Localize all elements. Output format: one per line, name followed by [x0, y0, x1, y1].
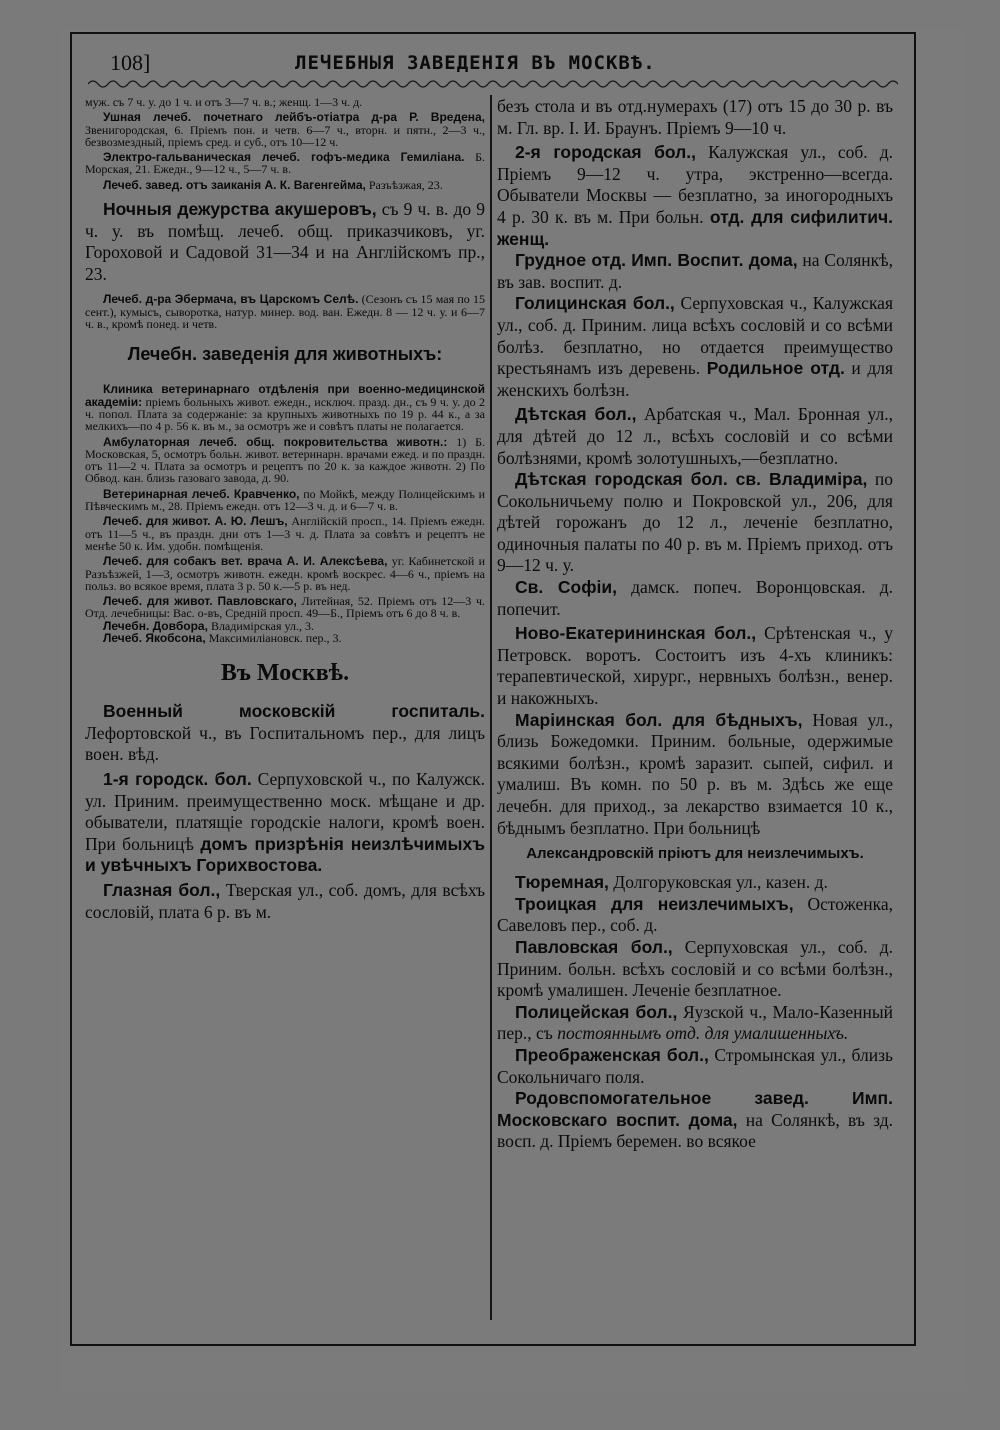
entry-name: Электро-гальваническая лечеб. гофъ-медика Гемиліана.	[103, 150, 465, 165]
entry-name: Преображенская бол.,	[515, 1044, 709, 1065]
entry-name: Родовспомогательное завед. Имп. Московскаго воспит. дома,	[497, 1088, 893, 1130]
entry-military-hospital: Военный московскій госпиталь. Лефортовской ч., въ Госпитальномъ пер., для лицъ воен. вѣд.	[85, 701, 485, 765]
left-column	[85, 96, 485, 923]
entry-first-city-hospital: 1-я городск. бол. Серпуховской ч., по Калужск. ул. Приним. преимущественно моск. мѣщане и др. обыватели, платящіе городскіе налоги, кромѣ воен. При больницѣ домъ призрѣнія неизлѣчимыхъ и увѣчныхъ Горихвостова.	[85, 769, 485, 876]
entry-name: Военный московскій госпиталь.	[103, 701, 485, 722]
entry-prison: Тюремная, Долгоруковская ул., казен. д.	[515, 872, 828, 893]
entry-jacobson: Лечеб. Якобсона, Максимиліановск. пер., 3.	[103, 630, 342, 645]
entry-text: муж. съ 7 ч. у. до 1 ч. и отъ 3—7 ч. в.; женщ. 1—3 ч. д.	[85, 95, 363, 109]
entry-name: Клиника ветеринарнаго отдѣленія при военно-медицинской академіи:	[85, 382, 485, 409]
entry-stutter-clinic: Лечеб. завед. отъ заиканія А. К. Вагенгейма, Разъѣзжая, 23.	[103, 177, 443, 192]
entry-breast-dept: Грудное отд. Имп. Воспит. дома, на Солянкѣ, въ зав. воспит. д.	[497, 250, 893, 292]
entry-preobrazhensk: Преображенская бол., Стромынская ул., близь Сокольничаго поля.	[497, 1044, 894, 1087]
entry-name: Полицейская бол.,	[515, 1001, 678, 1022]
entry-name: Грудное отд. Имп. Воспит. дома,	[515, 250, 798, 271]
entry-name: Ночныя дежурства акушеровъ,	[103, 199, 377, 220]
entry-name: Голицинская бол.,	[515, 293, 675, 314]
entry-vet-clinic: Клиника ветеринарнаго отдѣленія при военно-медицинской академіи: пріемъ больныхъ живот. ежедн., исключ. празд. дн., съ 9 ч. у. до 2 ч. попол. Плата за содержаніе: за крупныхъ животныхъ по 19 р. 44 к., а за мелкихъ—по 4 р. 56 к. въ м., за осмотръ же и совѣтъ платы не полагается.	[85, 382, 485, 434]
entry-name: Павловская бол.,	[515, 936, 673, 957]
entry-eye-hospital: Глазная бол., Тверская ул., соб. домъ, для всѣхъ сословій, плата 6 р. въ м.	[85, 880, 485, 922]
running-title: ЛЕЧЕБНЫЯ ЗАВЕДЕНІЯ ВЪ МОСКВѢ.	[295, 52, 656, 74]
entry-st-sophia: Св. Софіи, дамск. попеч. Воронцовская. д. попечит.	[497, 577, 893, 619]
entry-name: Ново-Екатерининская бол.,	[515, 623, 757, 644]
section-heading-moscow: Въ Москвѣ.	[220, 660, 350, 687]
entry-ebermach: Лечеб. д-ра Эбермача, въ Царскомъ Селѣ. (Сезонъ съ 15 мая по 15 сент.), кумысъ, сыворотка, натур. минер. вод. ван. Ежедн. 8 — 12 ч. у. и 6—7 ч. в., кромѣ понед. и четв.	[85, 292, 486, 332]
entry-dovbor: Лечебн. Довбора, Владимірская ул., 3.	[103, 618, 314, 633]
entry-name: Лечебн. Довбора,	[103, 618, 208, 633]
entry-name: Тюремная,	[515, 872, 609, 893]
page-number: 108]	[110, 50, 151, 75]
entry-children-hospital: Дѣтская бол., Арбатская ч., Мал. Бронная ул., для дѣтей до 12 л., всѣхъ сословій и со всѣми болѣзнями, кромѣ золотушныхъ,—безплатно.	[497, 404, 893, 468]
entry-night-duty: Ночныя дежурства акушеровъ, съ 9 ч. в. до 9 ч. у. въ помѣщ. лечеб. общ. приказчиковъ, уг. Гороховой и Садовой 31—34 и на Англійскомъ пр., 23.	[85, 199, 485, 284]
column-divider	[490, 95, 492, 1320]
entry-name: Дѣтская городская бол. св. Владиміра,	[515, 469, 868, 490]
entry-mariinsk: Маріинская бол. для бѣдныхъ, Новая ул., близь Божедомки. Приним. больные, одержимые всякими болѣзн., кромѣ заразит. сыпей, сифил. и умалиш. Въ комн. по 50 р. въ м. Здѣсь же еще лечебн. для приход., за лекарство взимается 10 к., бѣднымъ безплатно. При больницѣ	[497, 709, 893, 838]
entry-golitsyn: Голицинская бол., Серпуховская ч., Калужская ул., соб. д. Приним. лица всѣхъ сословій и со всѣми болѣз. безплатно, но отдается преимущество крестьянамъ изъ деревень. Родильное отд. и для женскихъ болѣзн.	[497, 293, 894, 400]
entry-name: Лечеб. завед. отъ заиканія А. К. Вагенгейма,	[103, 177, 366, 192]
entry-ear-clinic: Ушная лечеб. почетнаго лейбъ-отіатра д-ра Р. Вредена, Звенигородская, 6. Пріемъ пон. и четв. 6—7 ч., вторн. и пятн., 2—3 ч., безвозмездный, пріемъ сред. и суб., отъ 10—12 ч.	[85, 110, 485, 149]
entry-name: Лечеб. Якобсона,	[103, 630, 206, 645]
entry-lesh: Лечеб. для живот. А. Ю. Лешъ, Англійскій просп., 14. Пріемъ ежедн. отъ 11—5 ч., въ праздн. дни отъ 1—3 ч. д. Плата за совѣтъ и рецептъ не менѣе 50 к. Им. удобн. помѣщенія.	[85, 514, 486, 553]
entry-pavlovsky: Лечеб. для живот. Павловскаго, Литейная, 52. Пріемъ отъ 12—3 ч. Отд. лечебницы: Вас. о-въ, Средній просп. 49—Б., Пріемъ отъ 6 до 8 ч. в.	[85, 594, 485, 621]
entry-name: Ветеринарная лечеб. Кравченко,	[103, 486, 300, 501]
entry-maternity: Родовспомогательное завед. Имп. Московскаго воспит. дома, на Солянкѣ, въ зд. восп. д. Пріемъ беремен. во всякое	[497, 1088, 893, 1152]
right-column	[497, 96, 893, 1153]
entry-text: безъ стола и въ отд.нумерахъ (17) отъ 15 до 30 р. въ м. Гл. вр. I. И. Браунъ. Пріемъ 9—10 ч.	[497, 96, 893, 138]
entry-name: Троицкая для неизлечимыхъ,	[515, 893, 794, 914]
entry-electro-clinic: Электро-гальваническая лечеб. гофъ-медика Гемиліана. Б. Морская, 21. Ежедн., 9—12 ч., 5—7 ч. в.	[85, 150, 485, 177]
entry-name: Дѣтская бол.,	[515, 404, 637, 425]
entry-name: Маріинская бол. для бѣдныхъ,	[515, 709, 803, 730]
section-heading-priyut: Александровскій пріютъ для неизлечимыхъ.	[526, 845, 864, 863]
entry-alekseev: Лечеб. для собакъ вет. врача А. И. Алексѣева, уг. Кабинетской и Разъѣзжей, 1—3, осмотръ животн. ежедн. кромѣ воскрес. 4—6 ч., пріемъ на польз. во всякое время, плата 3 р. 50 к.—5 р. въ нед.	[85, 554, 486, 593]
entry-name: Лечеб. для живот. Павловскаго,	[103, 594, 297, 609]
page-header	[110, 50, 900, 80]
entry-novo-ekaterininsk: Ново-Екатерининская бол., Срѣтенская ч., у Петровск. воротъ. Состоитъ изъ 4-хъ клиникъ: терапевтической, хирург., нервныхъ болѣзн., венер. и накожныхъ.	[497, 623, 894, 709]
entry-second-city-hospital: 2-я городская бол., Калужская ул., соб. д. Пріемъ 9—12 ч. утра, экстренно—всегда. Обыватели Москвы — безплатно, за иногородныхъ 4 р. 30 к. въ м. При больн. отд. для сифилитич. женщ.	[497, 142, 894, 249]
entry-police-hospital: Полицейская бол., Яузской ч., Мало-Казенный пер., съ постояннымъ отд. для умалишенныхъ.	[497, 1001, 893, 1044]
entry-name: Лечеб. для собакъ вет. врача А. И. Алексѣева,	[103, 554, 388, 569]
entry-pavlovsk-hospital: Павловская бол., Серпуховская ул., соб. д. Приним. больн. всѣхъ сословій и со всѣми болѣзн., кромѣ умалишен. Леченіе безплатное.	[497, 936, 893, 1001]
entry-name: Св. Софіи,	[515, 577, 618, 598]
entry-name: Лечеб. д-ра Эбермача, въ Царскомъ Селѣ.	[103, 292, 359, 307]
entry-name: Ушная лечеб. почетнаго лейбъ-отіатра д-ра Р. Вредена,	[103, 110, 485, 125]
entry-name: 1-я городск. бол.	[103, 769, 252, 790]
entry-ambulatory: Амбулаторная лечеб. общ. покровительства животн.: 1) Б. Московская, 5, осмотръ больн. живот. ветеринарн. врачами ежед. и по праздн. отъ 11—2 ч. Плата за осмотръ и рецептъ по 20 к. за каждое животн. 2) По Обвод. кан. близь газоваго завода, д. 90.	[85, 434, 485, 486]
entry-kravchenko: Ветеринарная лечеб. Кравченко, по Мойкѣ, между Полицейскимъ и Пѣвческимъ м., 28. Пріемъ ежедн. отъ 12—3 ч. д. и 6—7 ч. в.	[85, 486, 486, 514]
wavy-rule	[88, 78, 898, 90]
entry-troitskaya: Троицкая для неизлечимыхъ, Остоженка, Савеловъ пер., соб. д.	[497, 893, 893, 936]
entry-name: Лечеб. для живот. А. Ю. Лешъ,	[103, 514, 288, 529]
entry-vladimir-hospital: Дѣтская городская бол. св. Владиміра, по Сокольничьему полю и Покровской ул., 206, для дѣтей горожанъ до 12 л., леченіе безплатно, одиночныя палаты по 40 р. въ м. Пріемъ приход. отъ 9—12 ч. у.	[497, 469, 893, 576]
section-heading-animals: Лечебн. заведенія для животныхъ:	[127, 344, 443, 365]
entry-name: 2-я городская бол.,	[515, 142, 696, 163]
entry-name: Амбулаторная лечеб. общ. покровительства животн.:	[103, 434, 448, 449]
entry-name: Глазная бол.,	[103, 880, 221, 901]
